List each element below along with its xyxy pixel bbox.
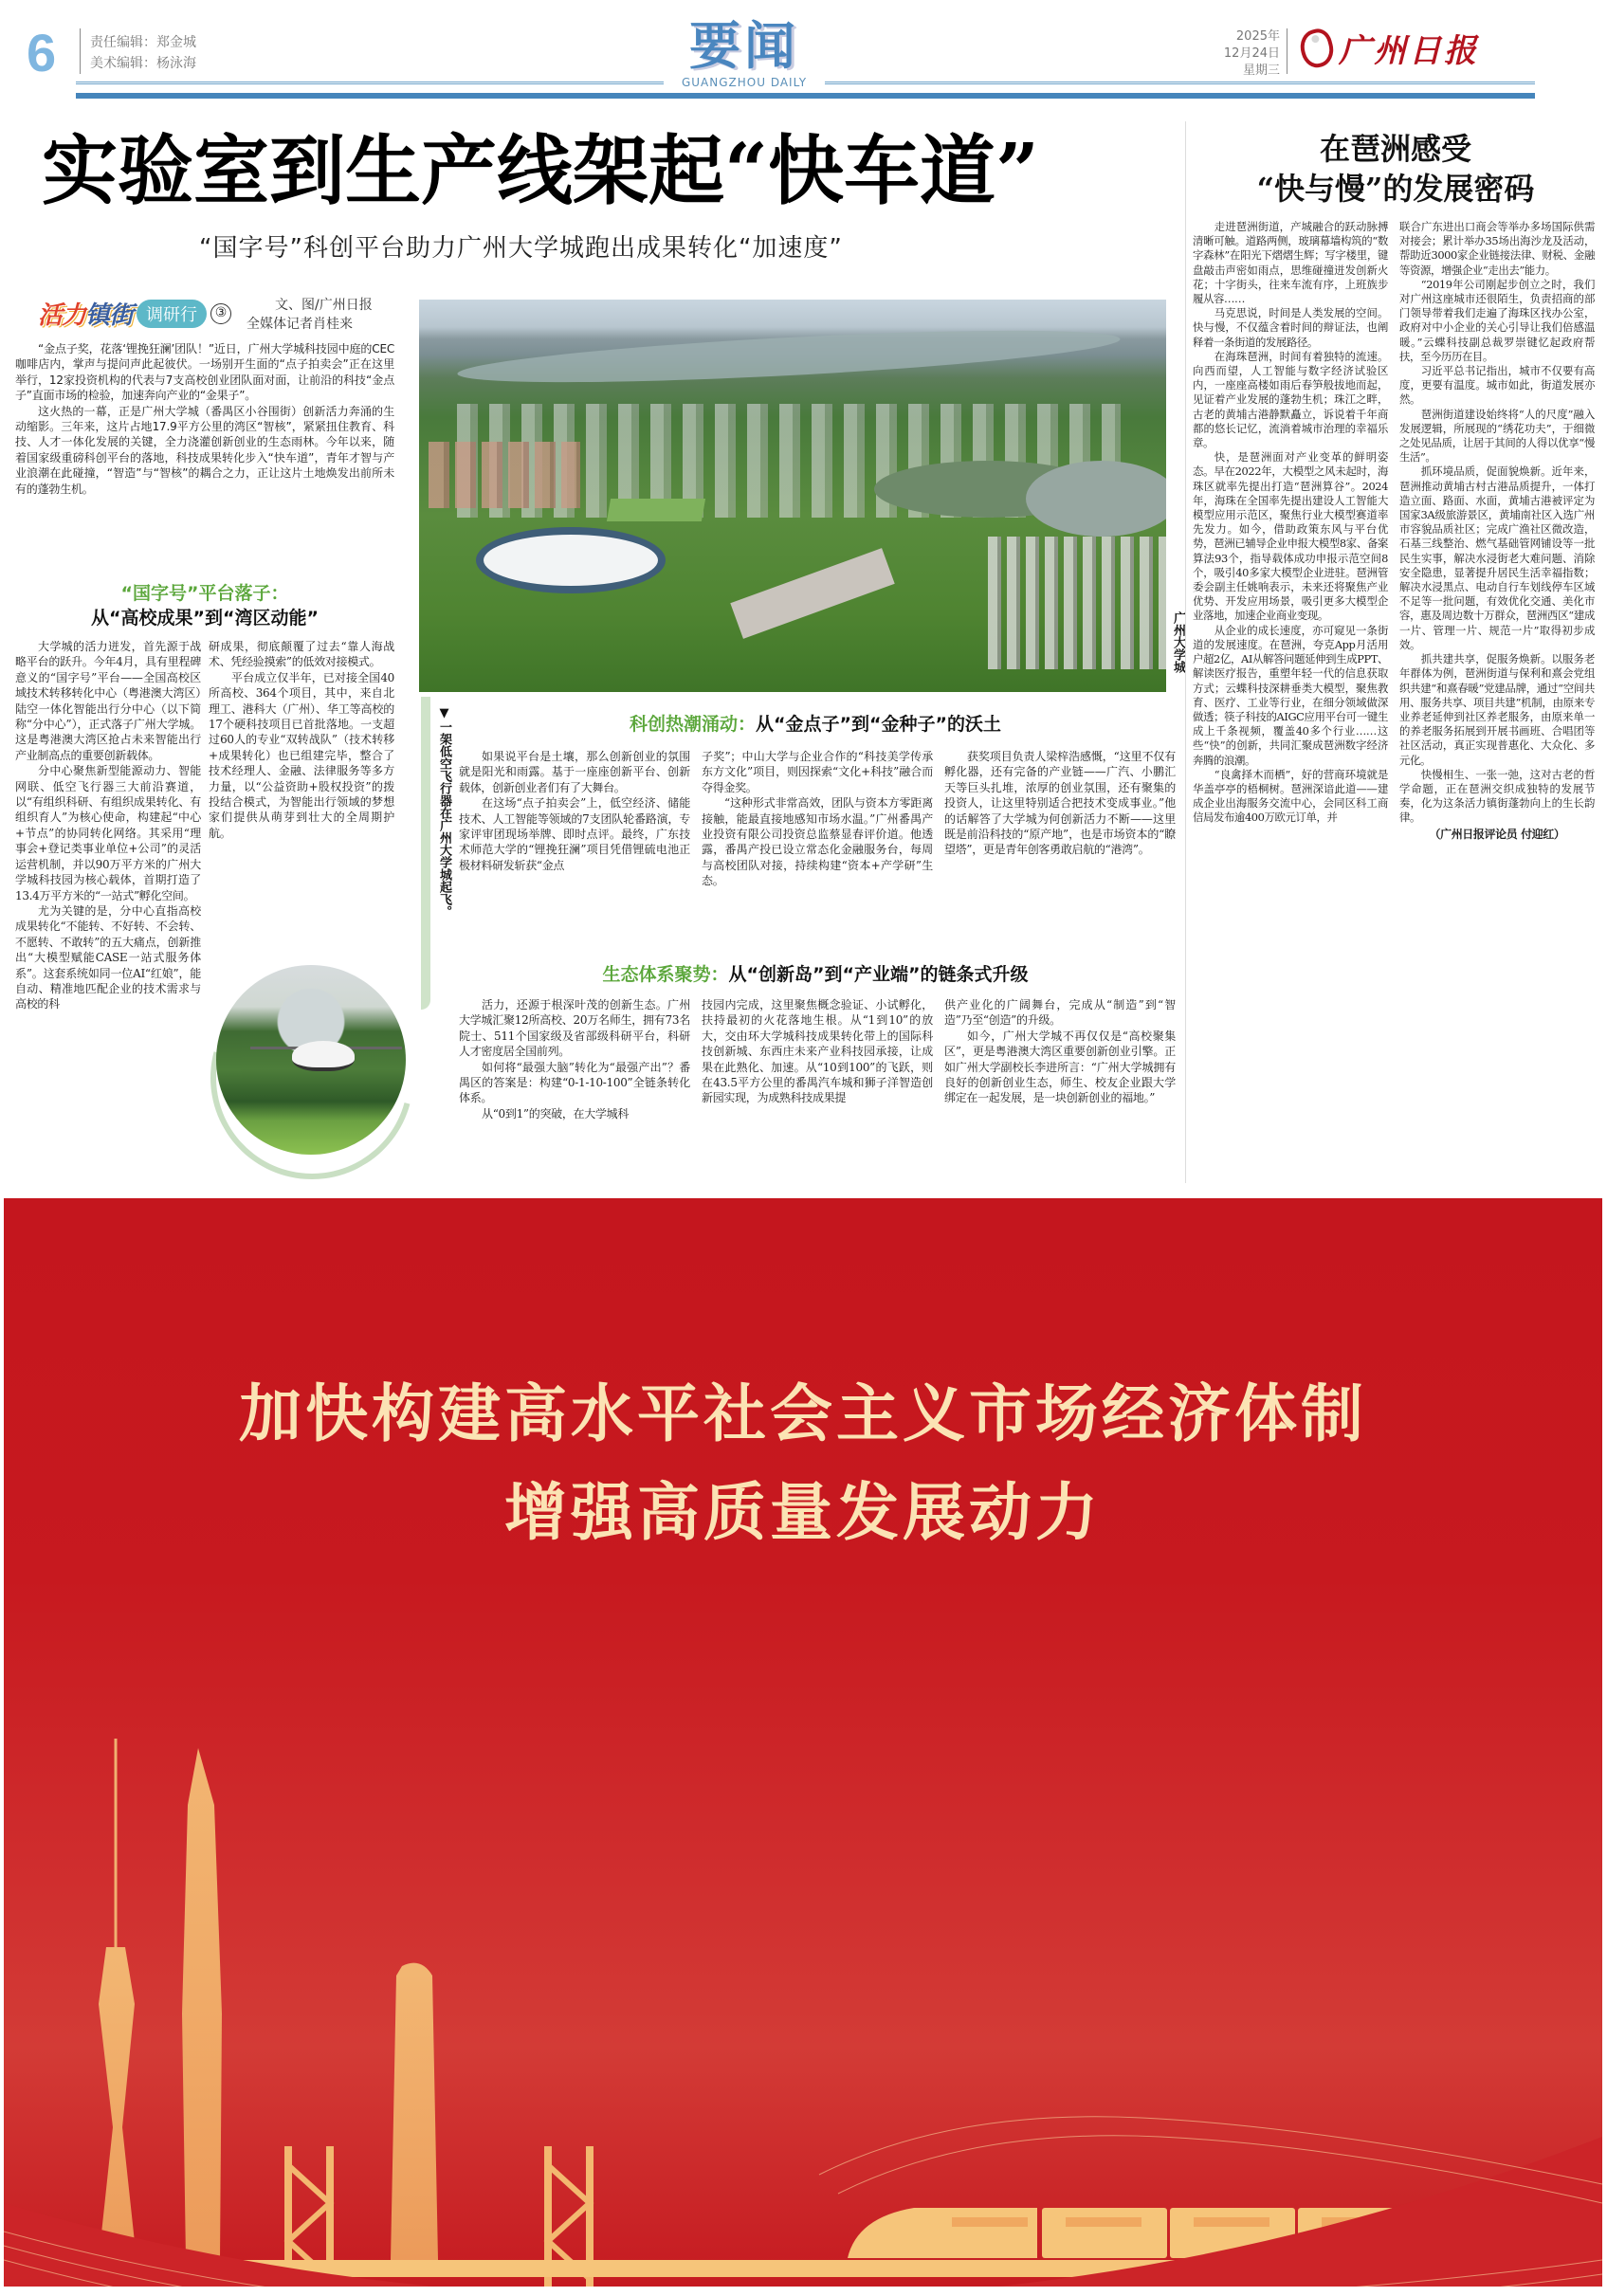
section3-title-black: 从“创新岛”到“产业端”的链条式升级: [728, 964, 1029, 985]
series-badge-number: ③: [210, 303, 231, 324]
section1-title-black: 从“高校成果”到“湾区动能”: [91, 608, 319, 629]
paragraph: 抓共建共享，促服务焕新。以服务老年群体为例，琶洲街道与保利和熹会党组织共建“和熹春暖”党建品牌，通过“空间共用、服务共享、项目共建”机制，由原来专业养老延伸到社区养老服务，由原来单一的养老服务拓展到开展书画班、合唱团等社区活动，真正实现普惠化、大众化、多元化。: [1399, 652, 1595, 767]
paragraph: 活力，还源于根深叶茂的创新生态。广州大学城汇聚12所高校、20万名师生，拥有73名院士、511个国家级及省部级科研平台，科研人才密度居全国前列。: [459, 998, 690, 1059]
section2-title-green: 科创热潮涌动：: [630, 714, 757, 735]
masthead-rule-thick: [76, 93, 1535, 99]
paragraph: 尤为关键的是，分中心直指高校成果转化“不能转、不好转、不会转、不愿转、不敢转”的五大痛点，创新推出“大模型赋能CASE一站式服务体系”。这套系统如同一位AI“红娘”，能自动、精准地匹配企业的技术需求与高校的科: [15, 903, 201, 1011]
skyscraper-icon: [182, 1748, 222, 2260]
paragraph: “这种形式非常高效，团队与资本方零距离接触，能最直接地感知市场水温。”广州番禺产业投资有限公司投资总监蔡显春评价道。他透露，番禺产投已设立常态化金融服务台，每周与高校团队对接，持续构建“资本+产学研”生态。: [702, 796, 933, 888]
section2-column: [459, 749, 690, 889]
series-badge-part2: 镇街: [85, 301, 134, 330]
photo-river: [456, 320, 1121, 393]
commentary-column-1: [1193, 220, 1388, 826]
editor-line: 责任编辑：郑金城: [90, 35, 196, 50]
commentary-signature: （广州日报评论员 付迎红）: [1429, 827, 1565, 841]
paragraph: 在这场“点子拍卖会”上，低空经济、储能技术、人工智能等领域的7支团队轮番路演，专家评审团现场举牌、即时点评。最终，广东技术师范大学的“锂挽狂澜”项目凭借锂硫电池正极材料研发斩获“金点: [459, 796, 690, 872]
date-year: 2025年: [1235, 29, 1280, 44]
series-badge-title: [38, 296, 133, 331]
paragraph: 在海珠琶洲，时间有着独特的流速。向西而望，人工智能与数字经济试验区内，一座座高楼如雨后春笋般拔地而起，见证着产业发展的蓬勃生机；珠江之畔，古老的黄埔古港静默矗立，诉说着千年商都的悠长记忆，流淌着城市治理的幸福乐章。: [1193, 349, 1388, 450]
paper-logo: [1301, 25, 1479, 71]
section3-column: [459, 997, 690, 1121]
paragraph: 琶洲街道建设始终将“人的尺度”融入发展逻辑，所展现的“绣花功夫”，于细微之处见品质，让居于其间的人得以优享“慢生活”。: [1399, 407, 1595, 465]
art-editor-line: 美术编辑：杨泳海: [90, 56, 196, 71]
editor-credits: [90, 32, 196, 74]
paragraph: 这火热的一幕，正是广州大学城（番禺区小谷围街）创新活力奔涌的生动缩影。三年来，这片占地17.9平方公里的湾区“智核”，紧紧扭住教育、科技、人才一体化发展的关键，全力浇灌创新创业的生态雨林。今年以来，随着国家级重磅科创平台的落地，科技成果转化步入“快车道”，青年才智与产业浪潮在此碰撞，“智造”与“智核”的耦合之力，正让这片土地焕发出前所未有的蓬勃生机。: [15, 404, 394, 496]
section2-title-black: 从“金点子”到“金种子”的沃土: [756, 714, 1001, 735]
section1-column-a: [15, 639, 201, 1012]
caption-green-band: [421, 697, 430, 1010]
series-badge-pill: 调研行: [137, 300, 207, 328]
paragraph: 马克思说，时间是人类发展的空间。快与慢，不仅蕴含着时间的辩证法，也阐释着一条街道的发展路径。: [1193, 306, 1388, 349]
city-skyline-illustration: [4, 1729, 1602, 2287]
banner-line-2: 增强高质量发展动力: [504, 1476, 1102, 1549]
byline-line1: 文、图/广州日报: [275, 298, 373, 313]
section2-column: [944, 749, 1176, 889]
paragraph: 供产业化的广阔舞台，完成从“制造”到“智造”乃至“创造”的升级。: [944, 998, 1176, 1028]
aerial-photo-university-town: [419, 300, 1166, 692]
paragraph: 获奖项目负责人梁梓浩感慨，“这里不仅有孵化器，还有完备的产业链——广汽、小鹏汇天等巨头扎堆，浓厚的创业氛围，还有聚集的投资人，让这里特别适合把技术变成事业。”他的话解答了大学城为何创新活力不断——这里既是前沿科技的“原产地”，也是市场资本的“瞭望塔”，更是青年创客勇敢启航的“港湾”。: [944, 750, 1176, 857]
commentary-title-line2: “快与慢”的发展密码: [1256, 171, 1535, 207]
paragraph: “2019年公司刚起步创立之时，我们对广州这座城市还很陌生，负责招商的部门领导带着我们走遍了海珠区找办公室，政府对中小企业的关心引导让我们倍感温暖。”云蝶科技副总裁罗崇键忆起政府帮扶，至今历历在目。: [1399, 277, 1595, 363]
paragraph: 快，是琶洲面对产业变革的鲜明姿态。早在2022年，大模型之风未起时，海珠区就率先提出打造“琶洲算谷”。2024年，海珠在全国率先提出建设人工智能大模型应用示范区，聚焦行业大模型赛道率先发力。如今，借助政策东风与平台优势，琶洲已辅导企业申报大模型8家、备案算法93个，指导载体成功申报示范空间8个，吸引40多家大模型企业进驻。琶洲管委会副主任姚响表示，未来还将聚焦产业优势、开发应用场景，吸引更多大模型企业落地，加速企业商业变现。: [1193, 450, 1388, 623]
section2-column: [702, 749, 933, 889]
section3-columns: [459, 997, 1176, 1121]
section-subtitle: GUANGZHOU DAILY: [664, 76, 825, 89]
paragraph: 从企业的成长速度，亦可窥见一条街道的发展速度。在琶洲，夸克App月活用户超2亿，AI从解答问题延伸到生成PPT、解读医疗报告，重塑年轻一代的信息获取方式；云蝶科技深耕垂类大模型，聚焦教育、医疗、工业等行业，在细分领域做深做透；筷子科技的AIGC应用平台可一键生成上千条视频，覆盖40多个行业……这些“快”的创新，共同汇聚成琶洲数字经济奔腾的浪潮。: [1193, 623, 1388, 767]
date-day: 12月24日: [1223, 46, 1280, 61]
commentary-title: [1196, 129, 1595, 209]
photo-buildings: [988, 537, 1166, 669]
masthead-rule-left: [76, 82, 667, 84]
photo-drone: [292, 1041, 355, 1071]
commentary-column-2: [1399, 220, 1595, 842]
paragraph: 分中心聚焦新型能源动力、智能网联、低空飞行器三大前沿赛道，以“有组织科研、有组织成果转化、有组织育人”为核心使命，构建起“中心+节点”的协同转化网络。其采用“理事会+登记类事业单位+公司”的灵活运营机制，并以90万平方米的广州大学城科技园为核心载体，首期打造了13.4万平方米的“一站式”孵化空间。: [15, 764, 201, 902]
series-badge-part1: 活力: [38, 301, 86, 330]
paragraph: 联合广东进出口商会等举办多场国际供需对接会；累计举办35场出海沙龙及活动，帮助近3000家企业链接法律、财税、金融等资源，增强企业“走出去”能力。: [1399, 220, 1595, 277]
paragraph: 如果说平台是土壤，那么创新创业的氛围就是阳光和雨露。基于一座座创新平台、创新载体，创新创业者们有了大舞台。: [459, 750, 690, 794]
commentary-title-line1: 在琶洲感受: [1319, 131, 1471, 167]
byline-line2: 全媒体记者肖桂来: [247, 317, 353, 332]
byline: [247, 296, 373, 334]
photo-buildings: [429, 442, 580, 508]
paragraph: “金点子奖，花落‘锂挽狂澜’团队！”近日，广州大学城科技园中庭的CEC咖啡店内，掌声与提问声此起彼伏。一场别开生面的“点子拍卖会”正在这里举行，12家投资机构的代表与7支高校创业团队面对面，让前沿的科技“金点子”直面市场的检验，加速奔向产业的“金果子”。: [15, 342, 394, 403]
drone-photo: [216, 965, 406, 1155]
paragraph: 习近平总书记指出，城市不仅要有高度，更要有温度。城市如此，街道发展亦然。: [1399, 364, 1595, 407]
drone-photo-caption: ▼一架低空飞行器在广州大学城起飞。: [437, 706, 451, 918]
paragraph: 如今，广州大学城不再仅仅是“高校聚集区”，更是粤港澳大湾区重要创新创业引擎。正如广州大学副校长李进所言：“广州大学城拥有良好的创新创业生态，师生、校友企业跟大学绑定在一起发展，是一块创新创业的福地。”: [944, 1029, 1176, 1105]
paragraph: “良禽择木而栖”，好的营商环境就是华盖亭亭的梧桐树。琶洲深谙此道——建成企业出海服务交流中心，会同区科工商信局发布逾400万欧元订单，并: [1193, 767, 1388, 825]
paragraph: 技园内完成，这里聚焦概念验证、小试孵化，扶持最初的火花落地生根。从“1到10”的放大，交由环大学城科技成果转化带上的国际科技创新城、东西庄未来产业科技园承接，让成果在此熟化、加速。从“10到100”的飞跃，则在43.5平方公里的番禺汽车城和狮子洋智造创新园实现，为成熟科技成果提: [702, 998, 933, 1105]
intro-text: [15, 341, 394, 497]
masthead-divider: [80, 28, 81, 74]
paragraph: 研成果，彻底颠覆了过去“靠人海战术、凭经验摸索”的低效对接模式。: [209, 640, 394, 669]
paragraph: 如何将“最强大脑”转化为“最强产出”？番禺区的答案是：构建“0-1-10-100”全链条转化体系。: [459, 1060, 690, 1105]
aerial-photo-label: 广州大学城: [1171, 611, 1185, 673]
paragraph: 抓环境品质，促面貌焕新。近年来，琶洲推动黄埔古村古港品质提升，一体打造立面、路面、水面，黄埔古港被评定为国家3A级旅游景区，黄埔南社区入选广州市容貌品质社区；完成广渔社区微改造，石基三线整治、燃气基础管网铺设等一批民生实事，解决水浸街老大难问题、消除安全隐患，显著提升居民生活幸福指数；解决水浸黑点、电动自行车划线停车区域不足等一批问题，有效优化交通、美化市容，惠及周边数十万群众，琶洲西区“建成一片、管理一片、规范一片”取得初步成效。: [1399, 465, 1595, 651]
photo-field: [607, 499, 705, 521]
paragraph: 从“0到1”的突破，在大学城科: [482, 1106, 630, 1121]
slogan-banner: [4, 1198, 1602, 2287]
series-badge: [38, 296, 231, 331]
banner-line-1: 加快构建高水平社会主义市场经济体制: [239, 1377, 1367, 1450]
paragraph: 走进琶洲街道，产城融合的跃动脉搏清晰可触。道路两侧，玻璃幕墙构筑的“数字森林”在阳光下熠熠生辉；写字楼里，键盘敲击声密如雨点，思维碰撞迸发创新火花；十字街头，往来车流有序，上班族步履从容……: [1193, 220, 1388, 306]
paragraph: 子奖”；中山大学与企业合作的“科技美学传承东方文化”项目，则因探索“文化+科技”融合而夺得金奖。: [702, 750, 933, 794]
section2-columns: [459, 749, 1176, 889]
paper-name: 广州日报: [1339, 32, 1479, 70]
photo-lake: [1026, 461, 1166, 537]
section1-column-b: [209, 639, 394, 841]
paragraph: 大学城的活力迸发，首先源于战略平台的跃升。今年4月，具有里程碑意义的“国字号”平台——全国高校区域技术转移转化中心（粤港澳大湾区）陆空一体化智能出行分中心（以下简称“分中心”），正式落子广州大学城。这是粤港澳大湾区抢占未来智能出行产业制高点的重要创新载体。: [15, 640, 201, 762]
weekday: 星期三: [1242, 64, 1280, 78]
paragraph: 平台成立仅半年，已对接全国40所高校、364个项目，其中，来自北理工、港科大（广州）、华工等高校的17个硬科技项目已首批落地。一支超过60人的专业“双转战队”（技术转移+成果转化）也已组建完毕，整合了技术经理人、金融、法律服务等多方力量，以“公益资助+股权投资”的拨投结合模式，为智能出行领域的梦想家们提供从萌芽到壮大的全周期护航。: [209, 670, 394, 840]
paragraph: 快慢相生、一张一弛，这对古老的哲学命题，正在琶洲交织成独特的发展节奏，化为这条活力镇街蓬勃向上的生长韵律。: [1399, 767, 1595, 825]
skyscraper-icon: [391, 1963, 438, 2260]
section-title: 要闻: [689, 15, 799, 76]
paper-emblem-icon: [1296, 26, 1337, 70]
page-number: 6: [27, 23, 57, 82]
main-headline: 实验室到生产线架起“快车道”: [42, 126, 1040, 215]
section3-title-green: 生态体系聚势：: [602, 964, 729, 985]
issue-date: [1223, 28, 1280, 80]
section1-title-green: “国字号”平台落子：: [120, 583, 289, 604]
section3-column: [702, 997, 933, 1121]
photo-stadium: [476, 527, 666, 593]
photo-campus: [730, 548, 894, 639]
section3-heading: [455, 963, 1176, 986]
section1-heading: [15, 582, 394, 629]
canton-tower-icon: [99, 1739, 137, 2260]
section2-heading: [455, 713, 1176, 736]
main-subheadline: “国字号”科创平台助力广州大学城跑出成果转化“加速度”: [199, 234, 843, 263]
masthead-rule-right: [821, 82, 1535, 84]
section3-column: [944, 997, 1176, 1121]
column-divider: [1185, 121, 1186, 1183]
